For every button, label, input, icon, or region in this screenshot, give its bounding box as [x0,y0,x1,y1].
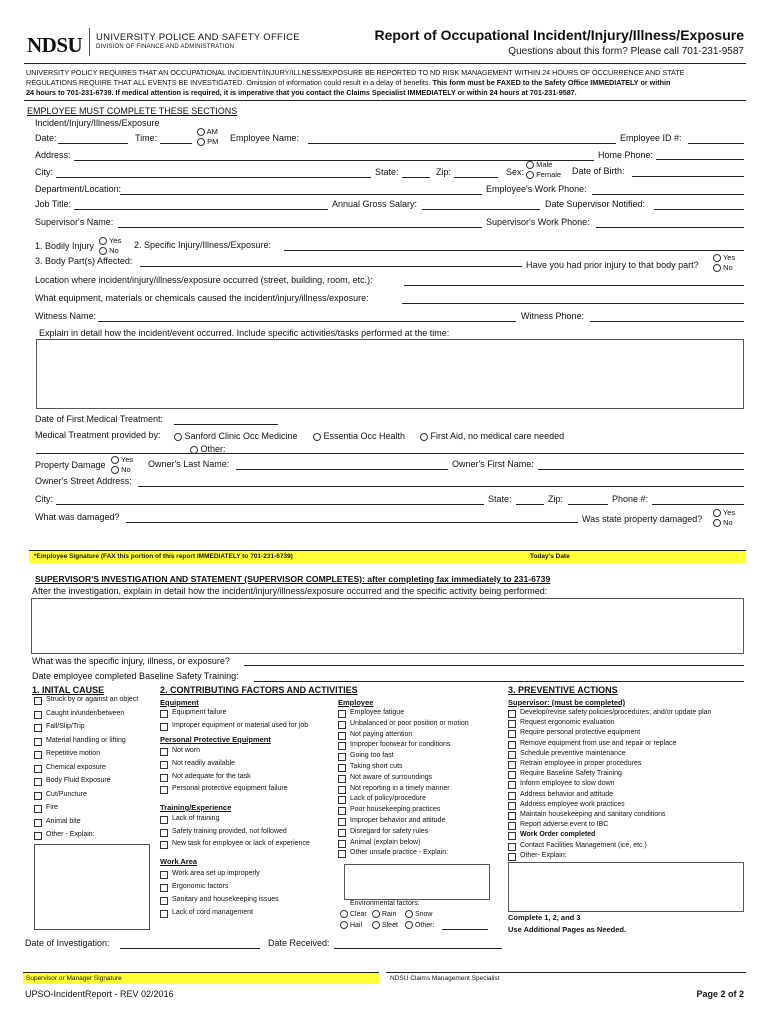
time-field[interactable] [160,143,192,144]
employee-factor-label: Not aware of surroundings [350,773,433,781]
salary-label: Annual Gross Salary: [332,199,418,209]
event-type: Incident/Injury/Illness/Exposure [35,118,160,128]
contributing-title: 2. CONTRIBUTING FACTORS AND ACTIVITIES [160,685,358,695]
env-other-radio[interactable] [405,921,413,929]
property-zip-label: Zip: [548,494,564,504]
body-parts-field[interactable] [140,266,522,267]
dob-label: Date of Birth: [572,166,625,176]
preventive-label: Schedule preventive maintenance [520,749,626,757]
date-investigation-label: Date of Investigation: [25,938,110,948]
ppe-title: Personal Protective Equipment [160,735,271,744]
witness-phone-field[interactable] [590,321,744,322]
state-prop-yes-label: Yes [722,508,736,517]
other-explain-box[interactable] [34,844,150,930]
ppe-checkbox[interactable] [160,786,168,794]
equipment-label: What equipment, materials or chemicals caused the incident/injury/illness/exposure: [35,293,369,303]
state-prop-no-radio[interactable] [713,519,721,527]
unsafe-practice-box[interactable] [344,864,490,900]
initial-cause-label: Other - Explain: [46,831,95,838]
equipment-field[interactable] [402,303,744,304]
work-area-checkbox[interactable] [160,871,168,879]
employee-factor-label: Taking short cuts [350,763,403,770]
initial-cause-label: Caught in/under/between [46,709,125,717]
explain-textarea[interactable] [36,339,744,409]
female-radio[interactable] [526,171,534,179]
complete-note-2: Use Additional Pages as Needed. [508,925,627,934]
initial-cause-title: 1. INITAL CAUSE [32,685,105,695]
female-label: Female [536,170,562,179]
hail-label: Hail [349,921,363,929]
employee-factor-checkbox[interactable] [338,775,346,783]
first-medical-label: Date of First Medical Treatment: [35,414,164,424]
date-received-field[interactable] [334,948,502,949]
work-area-label: Ergonomic factors [172,883,229,890]
preventive-checkbox[interactable] [508,730,516,738]
ppe-label: Not readily available [172,759,236,767]
other-field[interactable] [36,453,744,454]
property-city-field[interactable] [56,504,484,505]
property-zip-field[interactable] [568,504,608,505]
preventive-label: Work Order completed [520,831,596,839]
snow-label: Snow [414,910,433,918]
preventive-checkbox[interactable] [508,853,516,861]
preventive-label: Require Baseline Safety Training [520,770,622,778]
specific-injury-label: 2. Specific Injury/Illness/Exposure: [134,240,272,250]
employee-factor-checkbox[interactable] [338,764,346,772]
pm-radio[interactable] [197,138,205,146]
preventive-checkbox[interactable] [508,843,516,851]
training-checkbox[interactable] [160,841,168,849]
initial-cause-checkbox[interactable] [34,819,42,827]
state-label: State: [375,167,399,177]
employee-section-title: EMPLOYEE MUST COMPLETE THESE SECTIONS [27,106,238,116]
supervisor-phone-label: Supervisor's Work Phone: [486,217,590,227]
policy-line1: UNIVERSITY POLICY REQUIRES THAT AN OCCUPATIONAL INCIDENT/INJURY/ILLNESS/EXPOSURE BE REPORTED TO ND RISK MANAGEMENT WITHIN 24 HOURS OF OCCURRENCE AND STATE [26,68,685,77]
supervisor-explain-textarea[interactable] [31,598,744,654]
page-number: Page 2 of 2 [696,989,744,999]
baseline-label: Date employee completed Baseline Safety Training: [32,671,239,681]
equipment-label: Improper equipment or material used for job [172,721,309,729]
preventive-other-box[interactable] [508,862,744,912]
body-parts-label: 3. Body Part(s) Affected: [35,256,133,266]
essentia-radio[interactable] [313,433,321,441]
preventive-checkbox[interactable] [508,771,516,779]
witness-phone-label: Witness Phone: [521,311,585,321]
first-aid-radio[interactable] [420,433,428,441]
employee-factor-label: Poor housekeeping practices [350,806,441,814]
initial-cause-label: Struck by or against an object [46,696,139,703]
property-damage-label: Property Damage [35,460,106,470]
city-label: City: [35,167,53,177]
employee-factor-label: Not reporting in a timely manner [350,784,450,792]
address-label: Address: [35,150,71,160]
supervisor-name-label: Supervisor's Name: [35,217,114,227]
essentia-label: Essentia Occ Health [323,431,406,441]
owner-last-label: Owner's Last Name: [148,459,230,469]
sleet-radio[interactable] [372,921,380,929]
other-label: Other: [200,444,226,454]
initial-cause-label: Fire [46,804,59,811]
what-damaged-field[interactable] [126,522,578,523]
employee-factor-checkbox[interactable] [338,732,346,740]
provided-by-label: Medical Treatment provided by: [35,430,161,440]
training-label: New task for employee or lack of experience [172,840,310,847]
work-area-label: Lack of cord management [172,909,253,916]
employee-factor-label: Unbalanced or poor position or motion [350,719,469,727]
preventive-title: 3. PREVENTIVE ACTIONS [508,685,618,695]
preventive-checkbox[interactable] [508,710,516,718]
work-area-checkbox[interactable] [160,884,168,892]
employee-factor-label: Other unsafe practice - Explain: [350,849,449,857]
policy-line2: REGULATIONS REQUIRE THAT ALL EVENTS BE INVESTIGATED. Omission of information could result in a delay of benefits. This form must be FAXED to the Safety Office IMMEDIATELY or within [26,78,671,87]
bodily-yes-radio[interactable] [99,237,107,245]
policy-line3: 24 hours to 701-231-6739. If medical attention is required, it is imperative that you contact the Claims Specialist IMMEDIATELY or within 24 hours at 701-231-9587. [26,88,577,97]
initial-cause-checkbox[interactable] [34,805,42,813]
owner-last-field[interactable] [236,469,448,470]
employee-factors-title: Employee [338,698,374,707]
employee-factor-label: Not paying attention [350,730,413,738]
hail-radio[interactable] [340,921,348,929]
zip-field[interactable] [454,177,498,178]
employee-name-label: Employee Name: [230,133,300,143]
work-area-label: Work area set up improperly [172,870,260,877]
employee-factor-checkbox[interactable] [338,753,346,761]
training-checkbox[interactable] [160,829,168,837]
preventive-checkbox[interactable] [508,792,516,800]
employee-factor-checkbox[interactable] [338,829,346,837]
clear-label: Clear [349,910,367,918]
ppe-label: Not worn [172,747,201,754]
address-field[interactable] [74,160,594,161]
prior-no-radio[interactable] [713,264,721,272]
preventive-checkbox[interactable] [508,720,516,728]
property-city-label: City: [35,494,53,504]
date-investigation-field[interactable] [120,948,260,949]
claims-specialist-label: NDSU Claims Management Specialist [390,975,500,982]
employee-factor-checkbox[interactable] [338,850,346,858]
sanford-label: Sanford Clinic Occ Medicine [184,431,298,441]
preventive-checkbox[interactable] [508,751,516,759]
date-received-label: Date Received: [268,938,330,948]
training-title: Training/Experience [160,803,232,812]
witness-name-field[interactable] [98,321,516,322]
prior-yes-label: Yes [722,253,736,262]
preventive-label: Retrain employee in proper procedures [520,760,642,767]
work-area-checkbox[interactable] [160,897,168,905]
employee-id-label: Employee ID #: [620,133,682,143]
employee-name-field[interactable] [308,143,616,144]
rain-radio[interactable] [372,910,380,918]
initial-cause-label: Fall/Slip/Trip [46,723,85,730]
employee-factor-label: Animal (explain below) [350,838,421,846]
bodily-yes-label: Yes [108,236,122,245]
specific-injury-sup-label: What was the specific injury, illness, or exposure? [32,656,230,666]
employee-factor-label: Employee fatigue [350,709,405,716]
form-id: UPSO-IncidentReport - REV 02/2016 [25,989,174,999]
employee-factor-checkbox[interactable] [338,710,346,718]
male-radio[interactable] [526,161,534,169]
baseline-field[interactable] [254,681,744,682]
employee-factor-checkbox[interactable] [338,786,346,794]
equipment-title: Equipment [160,698,199,707]
explain-label: Explain in detail how the incident/event occurred. Include specific activities/tasks performed at the time: [39,328,450,338]
preventive-checkbox[interactable] [508,761,516,769]
bodily-injury-label: 1. Bodily Injury [35,241,95,251]
employee-factor-label: Improper footwear for conditions [350,741,451,749]
initial-cause-checkbox[interactable] [34,724,42,732]
time-label: Time: [135,133,158,143]
page-title: Report of Occupational Incident/Injury/Illness/Exposure [374,27,744,43]
am-label: AM [206,127,218,136]
job-title-field[interactable] [74,209,328,210]
home-phone-label: Home Phone: [598,150,654,160]
salary-field[interactable] [422,209,540,210]
first-medical-field[interactable] [174,424,278,425]
office-name: UNIVERSITY POLICE AND SAFETY OFFICE [96,32,300,43]
preventive-label: Contact Facilities Management (ice, etc.) [520,841,647,849]
preventive-label: Request ergonomic evaluation [520,719,615,727]
job-title-label: Job Title: [35,199,72,209]
preventive-checkbox[interactable] [508,781,516,789]
sanford-radio[interactable] [174,433,182,441]
what-damaged-label: What was damaged? [35,512,120,522]
initial-cause-checkbox[interactable] [34,738,42,746]
division-name: DIVISION OF FINANCE AND ADMINISTRATION [96,44,235,50]
initial-cause-checkbox[interactable] [34,832,42,840]
specific-injury-field[interactable] [284,250,744,251]
work-area-label: Sanitary and housekeeping issues [172,896,279,903]
property-yes-radio[interactable] [111,456,119,464]
employee-factor-label: Improper behavior and attitude [350,817,446,824]
employee-factor-checkbox[interactable] [338,721,346,729]
ndsu-logo: NDSU [27,33,83,57]
department-label: Department/Location: [35,184,122,194]
preventive-checkbox[interactable] [508,802,516,810]
preventive-label: Remove equipment from use and repair or replace [520,739,677,747]
owner-street-label: Owner's Street Address: [35,476,132,486]
home-phone-line[interactable] [656,159,744,160]
property-no-radio[interactable] [111,466,119,474]
initial-cause-checkbox[interactable] [34,711,42,719]
date-supervisor-notified-label: Date Supervisor Notified: [545,199,646,209]
dob-field[interactable] [632,176,744,177]
preventive-label: Inform employee to slow down [520,780,615,788]
department-field[interactable] [120,194,482,195]
work-area-checkbox[interactable] [160,910,168,918]
supervisor-heading: SUPERVISOR'S INVESTIGATION AND STATEMENT (SUPERVISOR COMPLETES): after completing fax immediately to 231-6739 [35,574,551,584]
initial-cause-checkbox[interactable] [34,792,42,800]
city-field[interactable] [56,177,371,178]
snow-radio[interactable] [405,910,413,918]
preventive-checkbox[interactable] [508,822,516,830]
questions-text: Questions about this form? Please call 701-231-9587 [508,46,744,57]
preventive-label: Other- Explain: [520,851,567,859]
location-label: Location where incident/injury/illness/exposure occurred (street, building, room, etc.): [35,275,373,285]
employee-factor-checkbox[interactable] [338,840,346,848]
employee-signature-label: *Employee Signature (FAX this portion of this report IMMEDIATELY to 701-231-6739) [34,553,293,560]
pm-label: PM [207,137,219,146]
preventive-checkbox[interactable] [508,812,516,820]
initial-cause-checkbox[interactable] [34,751,42,759]
date-supervisor-notified-field[interactable] [654,209,744,210]
complete-note-1: Complete 1, 2, and 3 [508,913,581,922]
training-label: Lack of training [172,815,220,822]
work-area-title: Work Area [160,857,198,866]
env-other-field[interactable] [442,929,488,930]
location-field[interactable] [404,285,744,286]
equipment-checkbox[interactable] [160,710,168,718]
owner-first-label: Owner's First Name: [452,459,534,469]
prior-injury-label: Have you had prior injury to that body part? [526,260,699,270]
owner-first-field[interactable] [538,469,744,470]
first-aid-label: First Aid, no medical care needed [430,431,565,441]
state-prop-yes-radio[interactable] [713,509,721,517]
initial-cause-label: Cut/Puncture [46,790,87,798]
ppe-label: Personal protective equipment failure [172,785,288,793]
supervisor-phone-field[interactable] [596,227,744,228]
prior-yes-radio[interactable] [713,254,721,262]
preventive-label: Require personal protective equipment [520,729,641,737]
supervisor-signature-label: Supervisor or Manager Signature [26,975,122,982]
property-state-field[interactable] [516,504,544,505]
employee-factor-label: Lack of policy/procedure [350,795,426,803]
work-phone-field[interactable] [592,194,744,195]
employee-factor-label: Going too fast [350,752,394,760]
property-yes-label: Yes [120,455,134,464]
initial-cause-checkbox[interactable] [34,778,42,786]
preventive-checkbox[interactable] [508,741,516,749]
employee-factor-label: Disregard for safety rules [350,827,429,835]
env-other-label: Other: [414,921,435,929]
equipment-label: Equipment failure [172,709,227,716]
male-label: Male [536,160,553,169]
clear-radio[interactable] [340,910,348,918]
employee-factor-checkbox[interactable] [338,796,346,804]
preventive-label: Report adverse event to IBC [520,821,609,829]
owner-street-field[interactable] [138,486,744,487]
date-label: Date: [35,133,57,143]
state-prop-no-label: No [723,518,733,527]
initial-cause-checkbox[interactable] [34,697,42,705]
am-radio[interactable] [197,128,205,136]
preventive-checkbox[interactable] [508,832,516,840]
initial-cause-label: Chemical exposure [46,763,106,771]
zip-label: Zip: [436,167,452,177]
preventive-label: Develop/revise safety policies/procedures; and/or update plan [520,709,712,716]
initial-cause-label: Animal bite [46,817,81,825]
preventive-label: Maintain housekeeping and sanitary conditions [520,811,666,818]
employee-factor-checkbox[interactable] [338,742,346,750]
initial-cause-label: Material handling or lifting [46,736,126,744]
sex-label: Sex: [506,167,525,177]
property-no-label: No [121,465,131,474]
ppe-checkbox[interactable] [160,748,168,756]
ppe-label: Not adequate for the task [172,772,251,780]
property-state-label: State: [488,494,512,504]
employee-factor-checkbox[interactable] [338,807,346,815]
supervisor-name-field[interactable] [118,227,482,228]
ppe-checkbox[interactable] [160,761,168,769]
sleet-label: Sleet [381,921,398,929]
prior-no-label: No [723,263,733,272]
todays-date-label: Today's Date [530,553,570,560]
bodily-no-radio[interactable] [99,247,107,255]
supervisor-after-label: After the investigation, explain in detail how the incident/injury/illness/exposure occurred and the specific activity being performed: [32,586,548,596]
work-phone-label: Employee's Work Phone: [486,184,587,194]
environmental-label: Environmental factors: [350,900,420,907]
employee-id-field[interactable] [688,143,744,144]
preventive-label: Address behavior and attitude [520,790,614,798]
property-phone-label: Phone #: [612,494,649,504]
property-phone-field[interactable] [652,504,744,505]
training-checkbox[interactable] [160,816,168,824]
initial-cause-label: Body Fluid Exposure [46,777,111,784]
preventive-subtitle: Supervisor: (must be completed) [508,698,626,707]
state-field[interactable] [402,177,430,178]
preventive-label: Address employee work practices [520,800,625,808]
initial-cause-checkbox[interactable] [34,765,42,773]
initial-cause-label: Repetitive motion [46,750,101,757]
rain-label: Rain [381,910,397,918]
employee-factor-checkbox[interactable] [338,818,346,826]
ppe-checkbox[interactable] [160,774,168,782]
date-field[interactable] [58,143,128,144]
witness-name-label: Witness Name: [35,311,97,321]
training-label: Safety training provided, not followed [172,827,287,835]
specific-injury-sup-field[interactable] [244,665,744,666]
bodily-no-label: No [109,246,119,255]
state-property-label: Was state property damaged? [582,514,703,524]
equipment-checkbox[interactable] [160,723,168,731]
